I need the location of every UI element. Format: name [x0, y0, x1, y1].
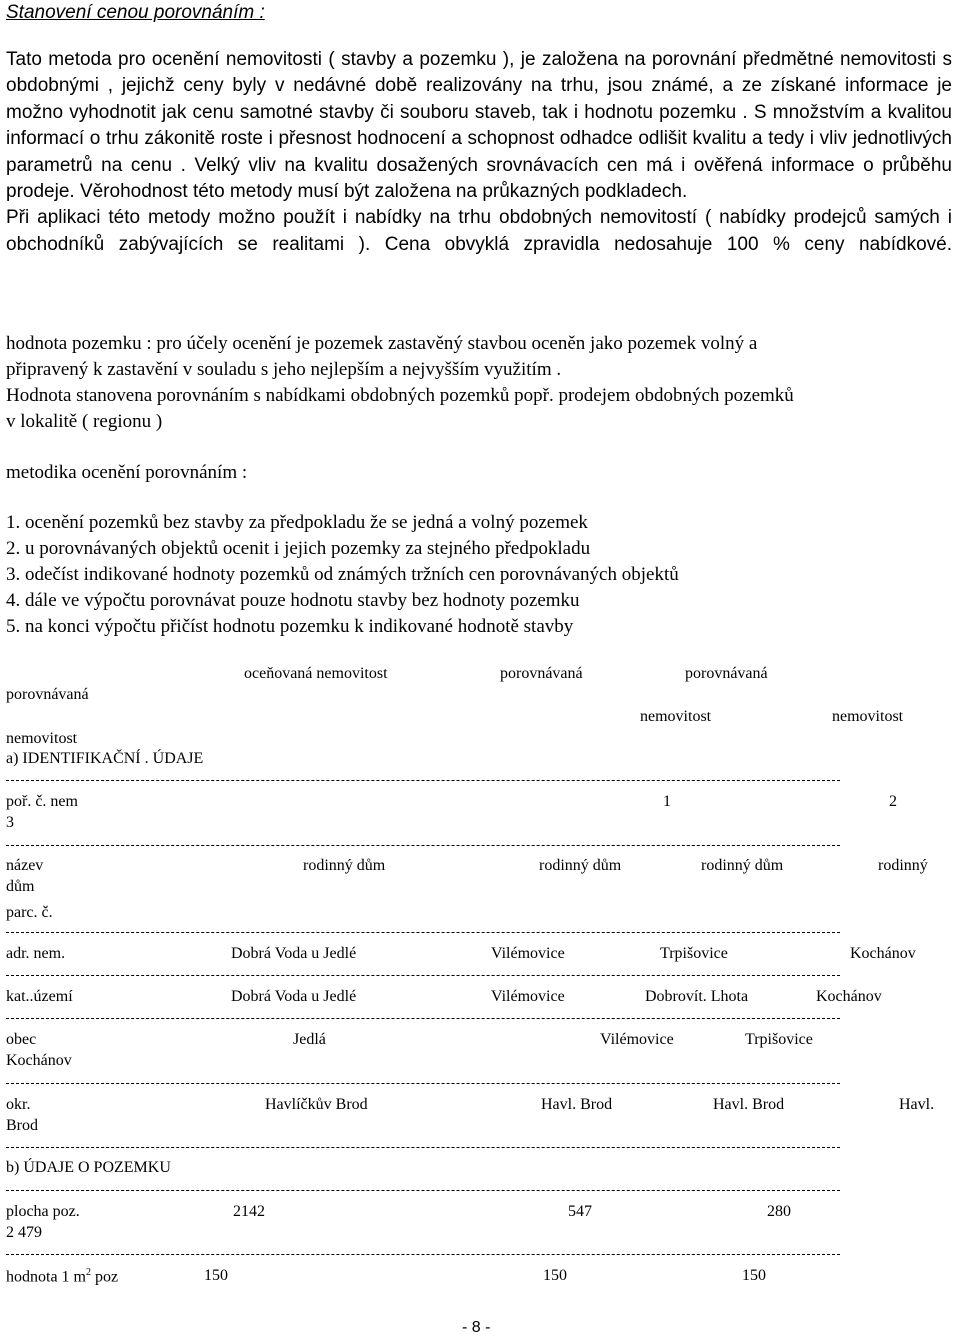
row-value-unit-value: 150 — [543, 1267, 567, 1284]
row-value-order: 1 — [663, 793, 671, 810]
row-label-municipality: obec — [6, 1031, 37, 1048]
intro-paragraph: Tato metoda pro ocenění nemovitosti ( stavby a pozemku ), je založena na porovnání předmětné nemovitosti s obdobnými , jejichž ceny byly v nedávné době realizovány na trhu, jsou známé, a ze získané informace je možno vyhodnotit jak cenu samotné stavby či souboru staveb, tak i hodnotu pozemku . S množstvím a kvalitou informací o trhu zákonitě roste i přesnost hodnocení a schopnost odhadce odlišit kvalitu a tedy i vliv jednotlivých parametrů na cenu . Velký vliv na kvalitu dosažených srovnávacích cen má i ověřená informace o průběhu prodeje. Věrohodnost této metody musí být založena na průkazných podkladech. — [6, 49, 952, 203]
row-value-address: Trpišovice — [660, 945, 728, 962]
row-value-area: 2142 — [233, 1203, 265, 1220]
land-value-line: v lokalitě ( regionu ) — [6, 411, 163, 432]
table-rule — [6, 1190, 840, 1191]
row-value-address: Vilémovice — [491, 945, 565, 962]
row-value-name: rodinný dům — [539, 857, 622, 874]
row-value-cadastral: Dobrá Voda u Jedlé — [231, 988, 357, 1005]
row-value-order: 3 — [6, 814, 14, 831]
row-label-address: adr. nem. — [6, 945, 66, 962]
method-step: 4. dále ve výpočtu porovnávat pouze hodnotu stavby bez hodnoty pozemku — [6, 590, 580, 611]
section-heading-identification: a) IDENTIFIKAČNÍ . ÚDAJE — [6, 750, 204, 767]
table-header-valued: oceňovaná nemovitost — [244, 665, 388, 682]
row-value-address: Dobrá Voda u Jedlé — [231, 945, 357, 962]
intro-paragraph: Při aplikaci této metody možno použít i nabídky na trhu obdobných nemovitostí ( nabídky prodejců samých i obchodníků zabývajících se realitami ). Cena obvyklá zpravidla nedosahuje 100 % ceny nabídkové. — [6, 207, 952, 255]
row-label-order: poř. č. nem — [6, 793, 78, 810]
row-value-district: Havl. Brod — [541, 1096, 613, 1113]
method-heading: metodika ocenění porovnáním : — [6, 462, 248, 483]
table-rule — [6, 1018, 840, 1019]
row-value-order: 2 — [889, 793, 897, 810]
unit-value-label: hodnota 1 m — [6, 1268, 86, 1286]
table-rule — [6, 1083, 840, 1084]
section-heading-land: b) ÚDAJE O POZEMKU — [6, 1159, 171, 1176]
table-header-comparable: porovnávaná — [500, 665, 583, 682]
row-value-area: 2 479 — [6, 1224, 42, 1241]
method-step: 3. odečíst indikované hodnoty pozemků od známých tržních cen porovnávaných objektů — [6, 564, 679, 585]
row-value-name: rodinný — [878, 857, 928, 874]
row-value-name: rodinný dům — [303, 857, 386, 874]
row-value-name: rodinný dům — [701, 857, 784, 874]
row-value-municipality: Jedlá — [293, 1031, 326, 1048]
row-value-cadastral: Kochánov — [816, 988, 882, 1005]
row-value-cadastral: Vilémovice — [491, 988, 565, 1005]
row-label-name: název — [6, 857, 44, 874]
table-rule — [6, 845, 840, 846]
table-rule — [6, 1254, 840, 1255]
unit-value-label-suffix: poz — [91, 1268, 119, 1286]
table-header-comparable: porovnávaná — [685, 665, 768, 682]
row-value-district: Havl. — [899, 1096, 935, 1113]
unit-value-exponent: 2 — [86, 1267, 91, 1278]
row-label-unit-value — [6, 1267, 118, 1286]
row-value-district: Havlíčkův Brod — [265, 1096, 368, 1113]
land-value-line: Hodnota stanovena porovnáním s nabídkami obdobných pozemků popř. prodejem obdobných pozemků — [6, 385, 794, 406]
row-value-unit-value: 150 — [742, 1267, 766, 1284]
method-step: 1. ocenění pozemků bez stavby za předpokladu že se jedná a volný pozemek — [6, 512, 588, 533]
row-value-address: Kochánov — [850, 945, 916, 962]
row-value-area: 547 — [568, 1203, 592, 1220]
table-header-property: nemovitost — [6, 730, 78, 747]
table-rule — [6, 975, 840, 976]
row-label-district: okr. — [6, 1096, 31, 1113]
intro-text — [6, 47, 952, 258]
row-value-municipality: Trpišovice — [745, 1031, 813, 1048]
table-header-comparable: porovnávaná — [6, 686, 89, 703]
table-rule — [6, 1147, 840, 1148]
page-number: - 8 - — [462, 1319, 491, 1336]
table-rule — [6, 932, 840, 933]
table-rule — [6, 780, 840, 781]
table-header-property: nemovitost — [832, 708, 904, 725]
row-value-name: dům — [6, 878, 35, 895]
land-value-line: hodnota pozemku : pro účely ocenění je pozemek zastavěný stavbou oceněn jako pozemek volný a — [6, 333, 758, 354]
row-value-municipality: Vilémovice — [600, 1031, 674, 1048]
table-header-property: nemovitost — [640, 708, 712, 725]
method-step: 5. na konci výpočtu přičíst hodnotu pozemku k indikované hodnotě stavby — [6, 616, 574, 637]
row-label-cadastral: kat..území — [6, 988, 73, 1005]
row-value-district: Brod — [6, 1117, 38, 1134]
row-value-unit-value: 150 — [204, 1267, 228, 1284]
page-title: Stanovení cenou porovnáním : — [6, 2, 265, 23]
row-label-parcel: parc. č. — [6, 904, 53, 921]
method-step: 2. u porovnávaných objektů ocenit i jejich pozemky za stejného předpokladu — [6, 538, 591, 559]
row-value-area: 280 — [767, 1203, 791, 1220]
row-value-municipality: Kochánov — [6, 1052, 72, 1069]
land-value-line: připravený k zastavění v souladu s jeho nejlepším a nejvyšším využitím . — [6, 359, 562, 380]
row-value-cadastral: Dobrovít. Lhota — [645, 988, 749, 1005]
row-value-district: Havl. Brod — [713, 1096, 785, 1113]
row-label-area: plocha poz. — [6, 1203, 80, 1220]
